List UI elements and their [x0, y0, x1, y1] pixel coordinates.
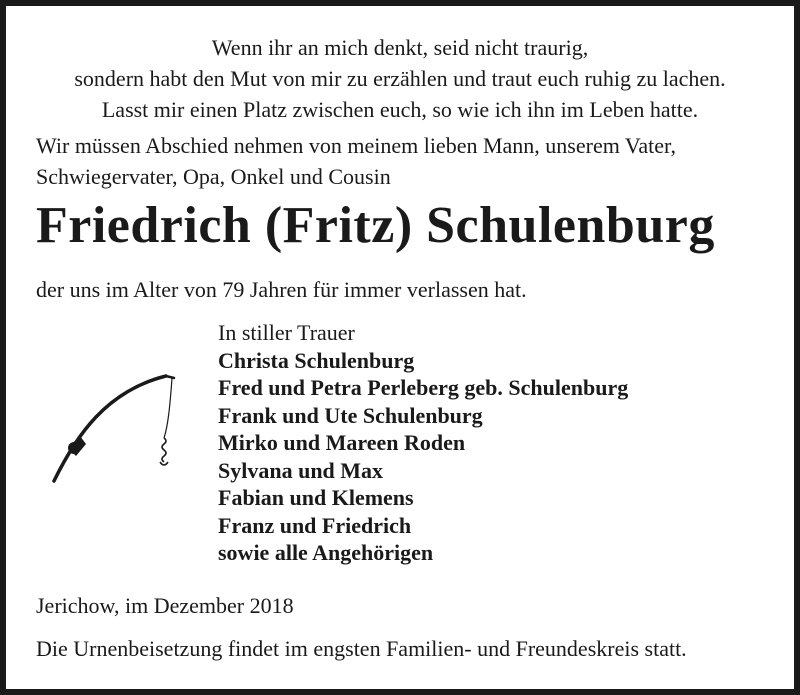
- age-line: der uns im Alter von 79 Jahren für immer verlassen hat.: [36, 277, 527, 302]
- mourner-name: Sylvana und Max: [218, 457, 384, 483]
- mourner-name: Frank und Ute Schulenburg: [218, 402, 483, 428]
- farewell-intro: [36, 130, 676, 192]
- mourner-name: Fred und Petra Perleberg geb. Schulenburg: [218, 375, 629, 400]
- obituary-notice: [6, 6, 794, 689]
- mourning-lead: In stiller Trauer: [218, 320, 355, 345]
- intro-line-1: Wir müssen Abschied nehmen von meinem lieben Mann, unserem Vater,: [36, 133, 676, 158]
- mourners-list: [218, 319, 628, 567]
- burial-note: Die Urnenbeisetzung findet im engsten Familien- und Freundeskreis statt.: [36, 636, 687, 661]
- mourner-name: sowie alle Angehörigen: [218, 540, 434, 565]
- place-date: Jerichow, im Dezember 2018: [36, 593, 294, 618]
- memorial-poem: [6, 32, 794, 125]
- poem-line-1: Wenn ihr an mich denkt, seid nicht traurig,: [211, 35, 589, 60]
- mourner-name: Fabian und Klemens: [218, 485, 414, 510]
- poem-line-3: Lasst mir einen Platz zwischen euch, so wie ich ihn im Leben hatte.: [101, 97, 699, 122]
- mourner-name: Mirko und Mareen Roden: [218, 430, 466, 455]
- fishing-rod-icon: [46, 366, 186, 486]
- mourner-name: Christa Schulenburg: [218, 347, 415, 373]
- mourner-name: Franz und Friedrich: [218, 512, 412, 538]
- intro-line-2: Schwiegervater, Opa, Onkel und Cousin: [36, 164, 391, 189]
- poem-line-2: sondern habt den Mut von mir zu erzählen und traut euch ruhig zu lachen.: [74, 66, 726, 91]
- deceased-name: Friedrich (Fritz) Schulenburg: [36, 197, 715, 254]
